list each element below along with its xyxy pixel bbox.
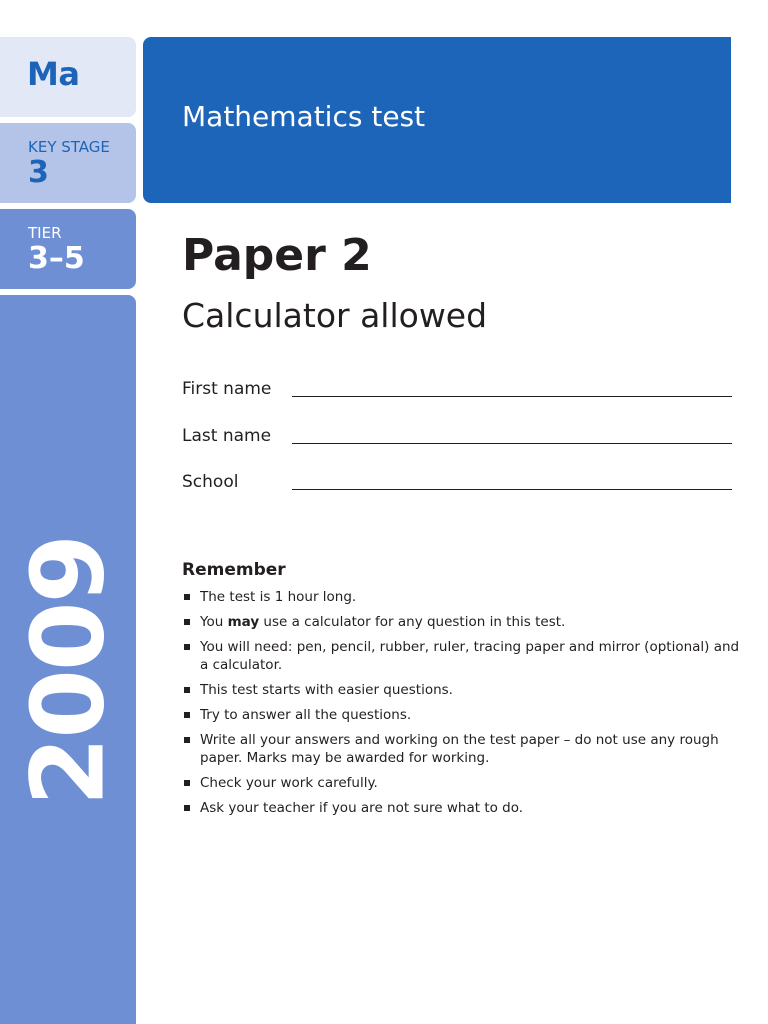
key-stage-tab [0, 123, 136, 203]
bullet-icon [184, 619, 190, 625]
subject-tab [0, 37, 136, 117]
school-line[interactable] [292, 489, 732, 490]
first-name-label: First name [182, 379, 272, 399]
first-name-line[interactable] [292, 396, 732, 397]
last-name-line[interactable] [292, 443, 732, 444]
key-stage-number: 3 [28, 155, 49, 190]
bullet-icon [184, 644, 190, 650]
last-name-label: Last name [182, 426, 272, 446]
list-item: You may use a calculator for any question in this test. [182, 613, 742, 631]
bullet-icon [184, 805, 190, 811]
last-name-field[interactable] [182, 426, 732, 450]
tier-tab [0, 209, 136, 289]
list-item: This test starts with easier questions. [182, 681, 742, 699]
list-item: The test is 1 hour long. [182, 588, 742, 606]
paper-subtitle: Calculator allowed [182, 296, 488, 335]
bullet-icon [184, 737, 190, 743]
school-label: School [182, 472, 239, 492]
key-stage-label: KEY STAGE [28, 138, 110, 156]
remember-list [182, 588, 742, 824]
title-banner [143, 37, 731, 203]
list-item: You will need: pen, pencil, rubber, ruler, tracing paper and mirror (optional) and a calculator. [182, 638, 742, 674]
list-item: Write all your answers and working on the test paper – do not use any rough paper. Marks may be awarded for working. [182, 731, 742, 767]
year-label: 2009 [9, 535, 127, 807]
list-item: Ask your teacher if you are not sure what to do. [182, 799, 742, 817]
bullet-icon [184, 687, 190, 693]
school-field[interactable] [182, 472, 732, 496]
remember-heading: Remember [182, 560, 286, 580]
paper-title: Paper 2 [182, 230, 372, 281]
tier-value: 3–5 [28, 241, 85, 276]
year-strip [0, 295, 136, 1024]
list-item: Check your work carefully. [182, 774, 742, 792]
tier-label: TIER [28, 224, 62, 242]
banner-title: Mathematics test [182, 100, 426, 133]
bullet-icon [184, 712, 190, 718]
subject-label: Ma [27, 55, 80, 93]
bullet-icon [184, 594, 190, 600]
first-name-field[interactable] [182, 379, 732, 403]
bullet-icon [184, 780, 190, 786]
list-item: Try to answer all the questions. [182, 706, 742, 724]
